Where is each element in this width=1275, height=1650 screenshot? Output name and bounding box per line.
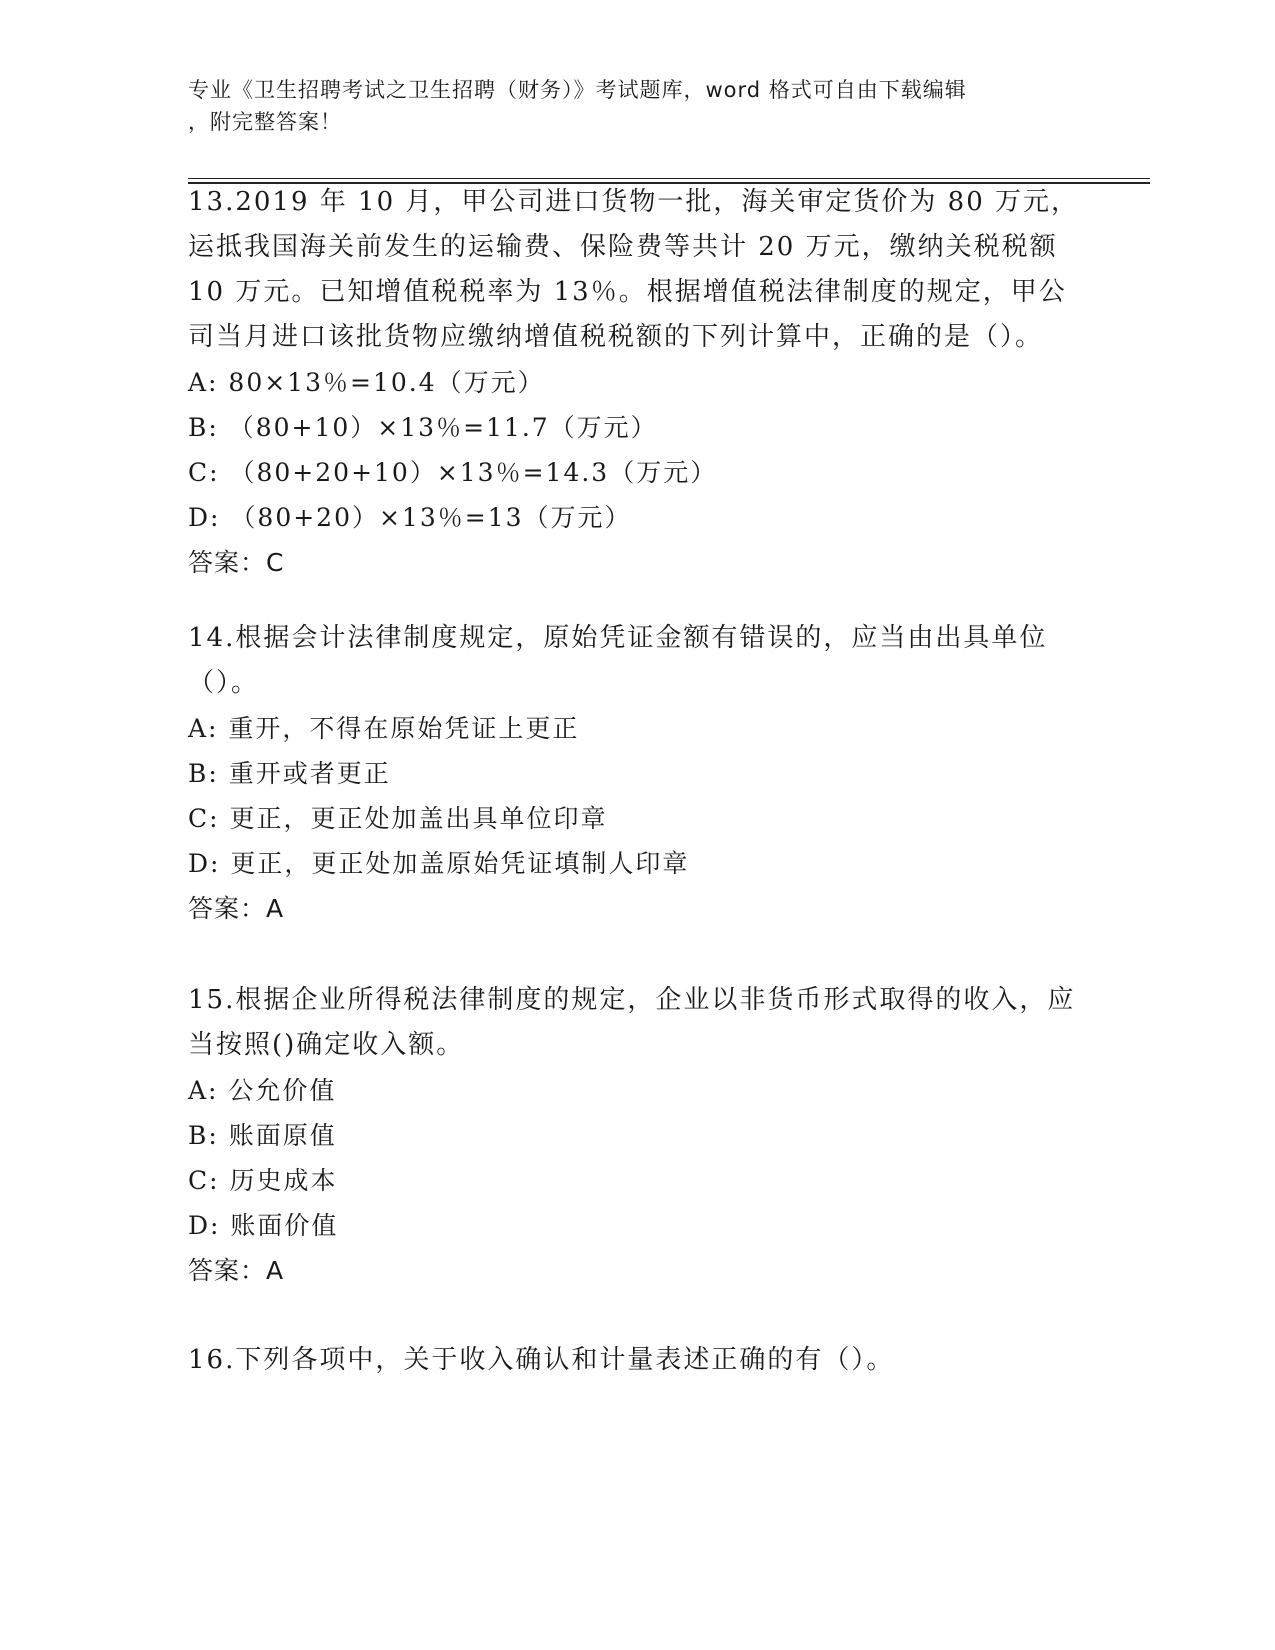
question-stem: 14.根据会计法律制度规定，原始凭证金额有错误的，应当由出具单位（）。	[188, 623, 1048, 698]
option-b: B: 账面原值	[188, 1121, 337, 1150]
option-a: A: 公允价值	[188, 1076, 337, 1105]
question-16	[188, 1338, 1088, 1383]
option-b: B: 重开或者更正	[188, 759, 391, 788]
answer: 答案：C	[188, 548, 285, 577]
option-c: C: 历史成本	[188, 1166, 338, 1195]
option-d: D: 账面价值	[188, 1211, 339, 1240]
question-stem: 15.根据企业所得税法律制度的规定，企业以非货币形式取得的收入，应当按照()确定收入额。	[188, 985, 1076, 1060]
question-14	[188, 616, 1088, 931]
question-13	[188, 180, 1088, 585]
option-d: D: （80+20）×13％=13（万元）	[188, 503, 632, 532]
answer: 答案：A	[188, 894, 285, 923]
answer: 答案：A	[188, 1256, 285, 1285]
option-c: C: 更正，更正处加盖出具单位印章	[188, 804, 608, 833]
document-header	[188, 74, 1088, 138]
question-15	[188, 978, 1088, 1293]
option-a: A: 80×13％=10.4（万元）	[188, 368, 545, 397]
option-d: D: 更正，更正处加盖原始凭证填制人印章	[188, 849, 690, 878]
header-line-1: 专业《卫生招聘考试之卫生招聘（财务）》考试题库，word 格式可自由下载编辑	[188, 78, 967, 102]
question-stem: 16.下列各项中，关于收入确认和计量表述正确的有（）。	[188, 1345, 895, 1375]
header-line-2: ，附完整答案！	[188, 110, 342, 134]
question-stem: 13.2019 年 10 月，甲公司进口货物一批，海关审定货价为 80 万元，运抵我国海关前发生的运输费、保险费等共计 20 万元，缴纳关税税额 10 万元。已知增值税税率为 13％。根据增值税法律制度的规定，甲公司当月进口该批货物应缴纳增值税税额的下列计算中，正确的是（）。	[188, 187, 1080, 352]
option-c: C: （80+20+10）×13％=14.3（万元）	[188, 458, 718, 487]
option-b: B: （80+10）×13％=11.7（万元）	[188, 413, 658, 442]
option-a: A: 重开，不得在原始凭证上更正	[188, 714, 580, 743]
